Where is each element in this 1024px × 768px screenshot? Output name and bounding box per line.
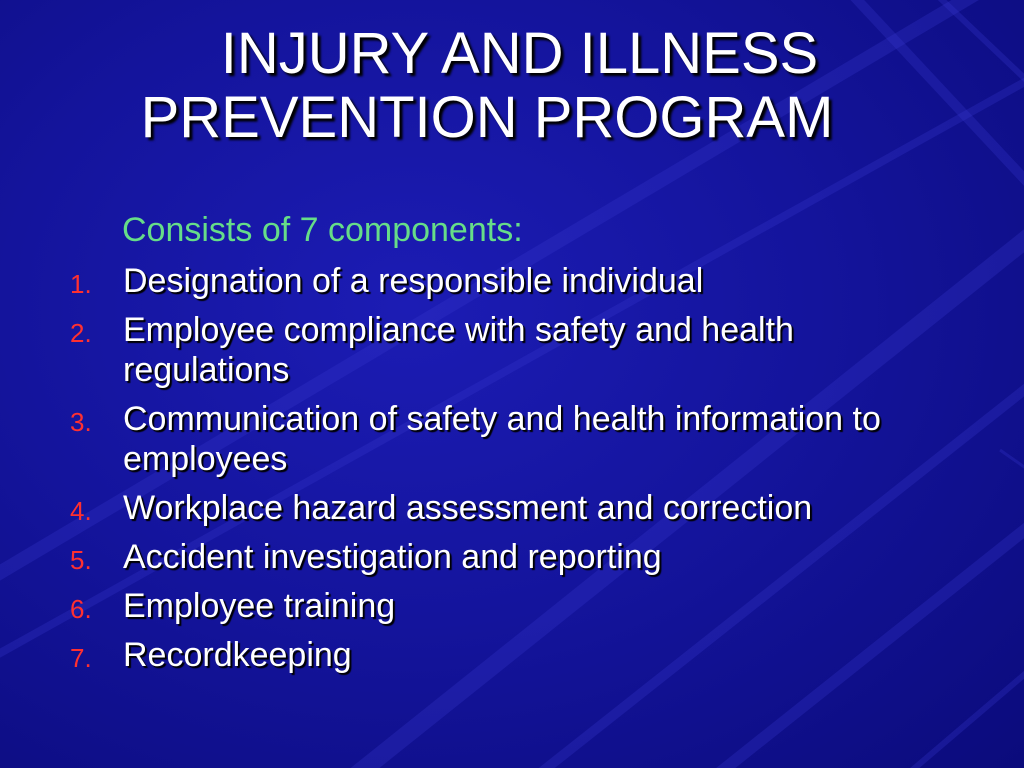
title-line-2: PREVENTION PROGRAM xyxy=(140,85,834,150)
slide-title xyxy=(0,22,1024,150)
list-item-text: Communication of safety and health information to employees xyxy=(123,400,881,478)
list-item-text: Workplace hazard assessment and correction xyxy=(123,489,813,527)
list-item-number: 2. xyxy=(70,318,92,348)
list-item-number: 5. xyxy=(70,545,92,575)
list-item-text: Employee compliance with safety and health regulations xyxy=(123,311,794,389)
list-item-text: Employee training xyxy=(123,587,396,625)
list-item xyxy=(70,537,950,577)
list-item xyxy=(70,310,950,390)
list-item xyxy=(70,586,950,626)
list-item-text: Designation of a responsible individual xyxy=(123,262,704,300)
list-item xyxy=(70,488,950,528)
list-item xyxy=(70,635,950,675)
list-item-number: 4. xyxy=(70,496,92,526)
intro-text: Consists of 7 components: xyxy=(122,211,523,249)
list-item xyxy=(70,261,950,301)
title-line-1: INJURY AND ILLNESS xyxy=(220,21,819,86)
list-item-number: 3. xyxy=(70,407,92,437)
list-item xyxy=(70,399,950,479)
list-item-number: 1. xyxy=(70,269,92,299)
components-list xyxy=(70,261,950,684)
list-item-number: 7. xyxy=(70,643,92,673)
list-item-number: 6. xyxy=(70,594,92,624)
list-item-text: Accident investigation and reporting xyxy=(123,538,662,576)
list-item-text: Recordkeeping xyxy=(123,636,352,674)
